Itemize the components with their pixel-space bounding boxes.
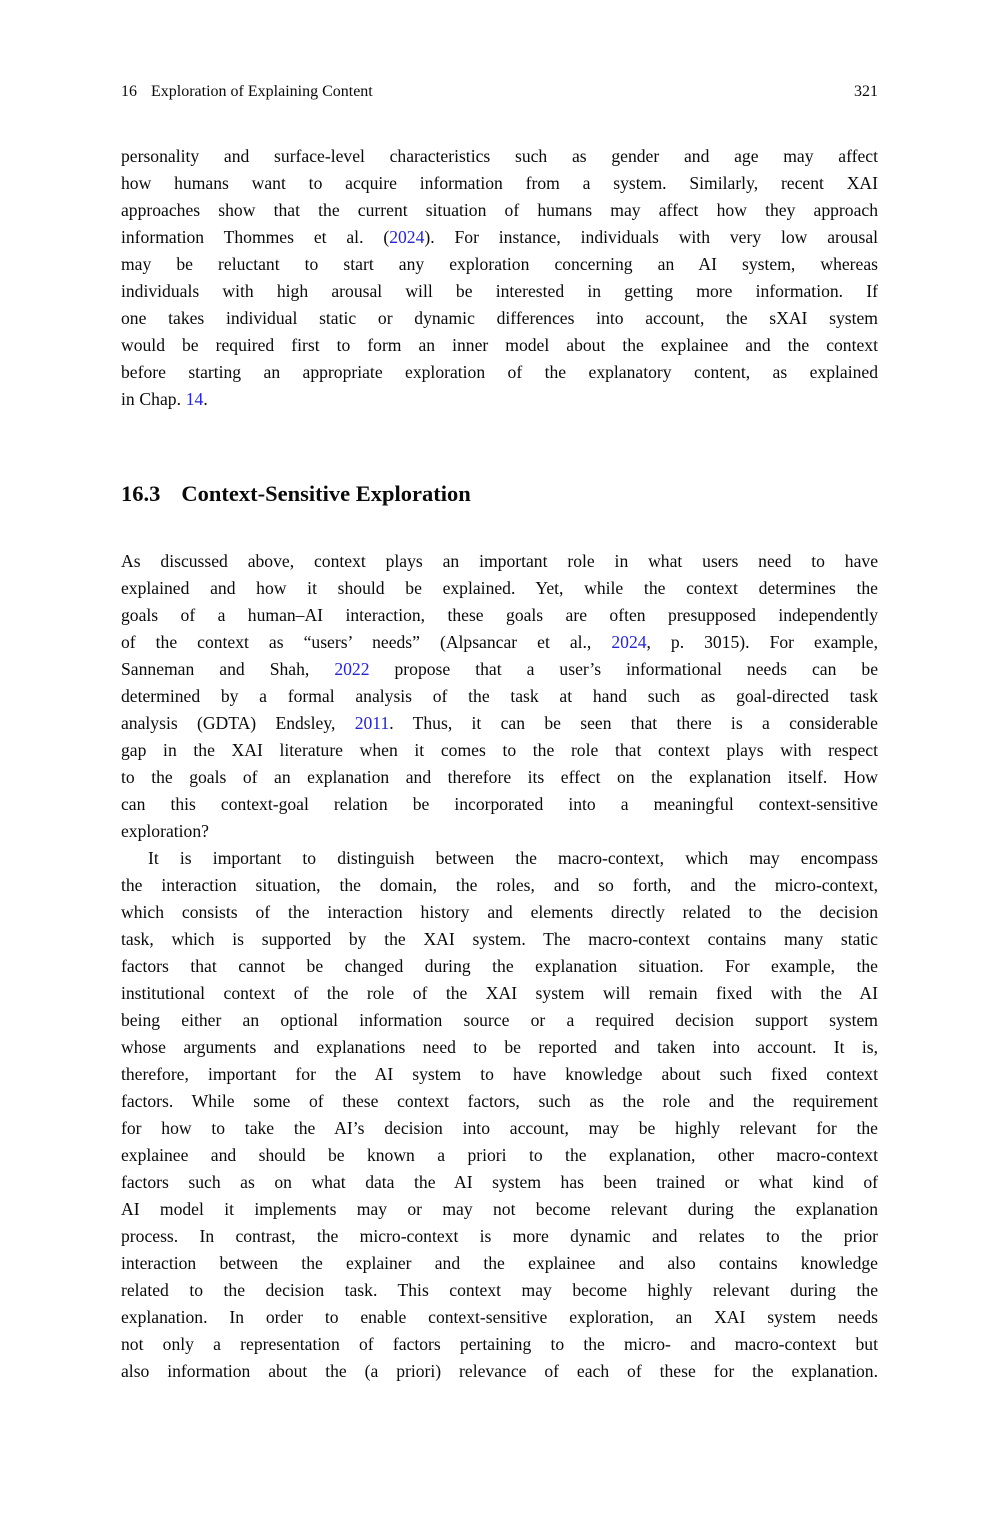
text-run: explained and how it should be explained. Yet, while the context determines the: [121, 578, 878, 598]
text-run: exploration?: [121, 821, 209, 841]
text-line: [121, 1331, 878, 1358]
paragraph: [121, 143, 878, 413]
text-run: being either an optional information source or a required decision support system: [121, 1010, 878, 1030]
text-run: in Chap.: [121, 389, 186, 409]
text-line: [121, 1304, 878, 1331]
text-run: information Thommes et al. (: [121, 227, 390, 247]
text-line: [121, 575, 878, 602]
text-run: ). For instance, individuals with very low arousal: [424, 227, 878, 247]
text-run: , p. 3015). For example,: [646, 632, 878, 652]
paragraph: [121, 548, 878, 845]
text-run: before starting an appropriate exploration of the explanatory content, as explained: [121, 362, 878, 382]
chapter-ref-link-14[interactable]: 14: [185, 389, 204, 409]
running-header-left: [121, 82, 373, 102]
text-line: [121, 332, 878, 359]
chapter-title: Exploration of Explaining Content: [151, 83, 373, 100]
text-run: Sanneman and Shah,: [121, 659, 335, 679]
text-line: [121, 1007, 878, 1034]
text-run: which consists of the interaction history and elements directly related to the decision: [121, 902, 878, 922]
text-line: [121, 1277, 878, 1304]
citation-link-thommes-2024[interactable]: 2024: [389, 227, 425, 247]
text-run: therefore, important for the AI system to have knowledge about such fixed context: [121, 1064, 878, 1084]
text-line: [121, 845, 878, 872]
text-run: would be required first to form an inner model about the explainee and the context: [121, 335, 878, 355]
text-run: personality and surface-level characteristics such as gender and age may affect: [121, 146, 878, 166]
text-line: [121, 1115, 878, 1142]
citation-link-alpsancar-2024[interactable]: 2024: [611, 632, 647, 652]
text-run: can this context-goal relation be incorporated into a meaningful context-sensitive: [121, 794, 878, 814]
text-line: [121, 926, 878, 953]
text-line: [121, 737, 878, 764]
text-line: [121, 224, 878, 251]
text-run: to the goals of an explanation and therefore its effect on the explanation itself. How: [121, 767, 878, 787]
text-run: goals of a human–AI interaction, these goals are often presupposed independently: [121, 605, 878, 625]
text-run: propose that a user’s informational needs can be: [369, 659, 878, 679]
text-line: [121, 1196, 878, 1223]
text-line: [121, 1250, 878, 1277]
text-run: analysis (GDTA) Endsley,: [121, 713, 355, 733]
text-line: [121, 251, 878, 278]
text-line: [121, 1034, 878, 1061]
text-line: [121, 1169, 878, 1196]
text-run: AI model it implements may or may not become relevant during the explanation: [121, 1199, 878, 1219]
text-run: explainee and should be known a priori to the explanation, other macro-context: [121, 1145, 878, 1165]
text-line: [121, 791, 878, 818]
text-run: individuals with high arousal will be interested in getting more information. If: [121, 281, 878, 301]
text-line: [121, 764, 878, 791]
text-line: [121, 656, 878, 683]
text-run: gap in the XAI literature when it comes to the role that context plays with respect: [121, 740, 878, 760]
text-line: [121, 1088, 878, 1115]
citation-link-endsley-2011[interactable]: 2011: [354, 713, 390, 733]
text-run: factors that cannot be changed during the explanation situation. For example, the: [121, 956, 878, 976]
text-line: [121, 818, 878, 845]
text-line: [121, 980, 878, 1007]
paragraph: [121, 845, 878, 1385]
text-run: approaches show that the current situation of humans may affect how they approach: [121, 200, 878, 220]
text-line: [121, 710, 878, 737]
citation-link-sanneman-2022[interactable]: 2022: [334, 659, 370, 679]
text-run: related to the decision task. This context may become highly relevant during the: [121, 1280, 878, 1300]
text-line: [121, 872, 878, 899]
text-run: It is important to distinguish between the macro-context, which may encompass: [148, 848, 878, 868]
section-title: Context-Sensitive Exploration: [181, 481, 471, 506]
text-run: whose arguments and explanations need to be reported and taken into account. It is,: [121, 1037, 878, 1057]
text-run: one takes individual static or dynamic differences into account, the sXAI system: [121, 308, 878, 328]
text-run: factors such as on what data the AI system has been trained or what kind of: [121, 1172, 878, 1192]
section-heading: [121, 479, 878, 509]
text-line: [121, 386, 878, 413]
text-line: [121, 548, 878, 575]
text-line: [121, 359, 878, 386]
running-header: [121, 82, 878, 102]
text-run: process. In contrast, the micro-context is more dynamic and relates to the prior: [121, 1226, 878, 1246]
text-line: [121, 278, 878, 305]
text-line: [121, 683, 878, 710]
text-run: explanation. In order to enable context-sensitive exploration, an XAI system needs: [121, 1307, 878, 1327]
text-line: [121, 1223, 878, 1250]
text-line: [121, 305, 878, 332]
text-line: [121, 899, 878, 926]
text-run: task, which is supported by the XAI system. The macro-context contains many static: [121, 929, 878, 949]
text-run: institutional context of the role of the XAI system will remain fixed with the AI: [121, 983, 878, 1003]
text-run: for how to take the AI’s decision into account, may be highly relevant for the: [121, 1118, 878, 1138]
text-line: [121, 602, 878, 629]
section-number: 16.3: [121, 481, 161, 506]
text-line: [121, 143, 878, 170]
text-line: [121, 170, 878, 197]
page-number: 321: [854, 83, 878, 100]
text-line: [121, 197, 878, 224]
text-run: determined by a formal analysis of the task at hand such as goal-directed task: [121, 686, 878, 706]
text-run: of the context as “users’ needs” (Alpsancar et al.,: [121, 632, 612, 652]
text-run: the interaction situation, the domain, the roles, and so forth, and the micro-context,: [121, 875, 878, 895]
text-run: not only a representation of factors pertaining to the micro- and macro-context but: [121, 1334, 878, 1354]
text-run: factors. While some of these context factors, such as the role and the requirement: [121, 1091, 878, 1111]
text-run: interaction between the explainer and the explainee and also contains knowledge: [121, 1253, 878, 1273]
chapter-number: 16: [121, 83, 137, 100]
text-run: how humans want to acquire information from a system. Similarly, recent XAI: [121, 173, 878, 193]
body-text: [121, 143, 878, 1385]
text-run: .: [203, 389, 208, 409]
text-line: [121, 1142, 878, 1169]
text-run: may be reluctant to start any exploration concerning an AI system, whereas: [121, 254, 878, 274]
text-line: [121, 953, 878, 980]
text-run: As discussed above, context plays an important role in what users need to have: [121, 551, 878, 571]
text-run: also information about the (a priori) relevance of each of these for the explanation.: [121, 1361, 878, 1381]
text-line: [121, 1358, 878, 1385]
text-line: [121, 629, 878, 656]
text-line: [121, 1061, 878, 1088]
text-run: . Thus, it can be seen that there is a considerable: [389, 713, 878, 733]
